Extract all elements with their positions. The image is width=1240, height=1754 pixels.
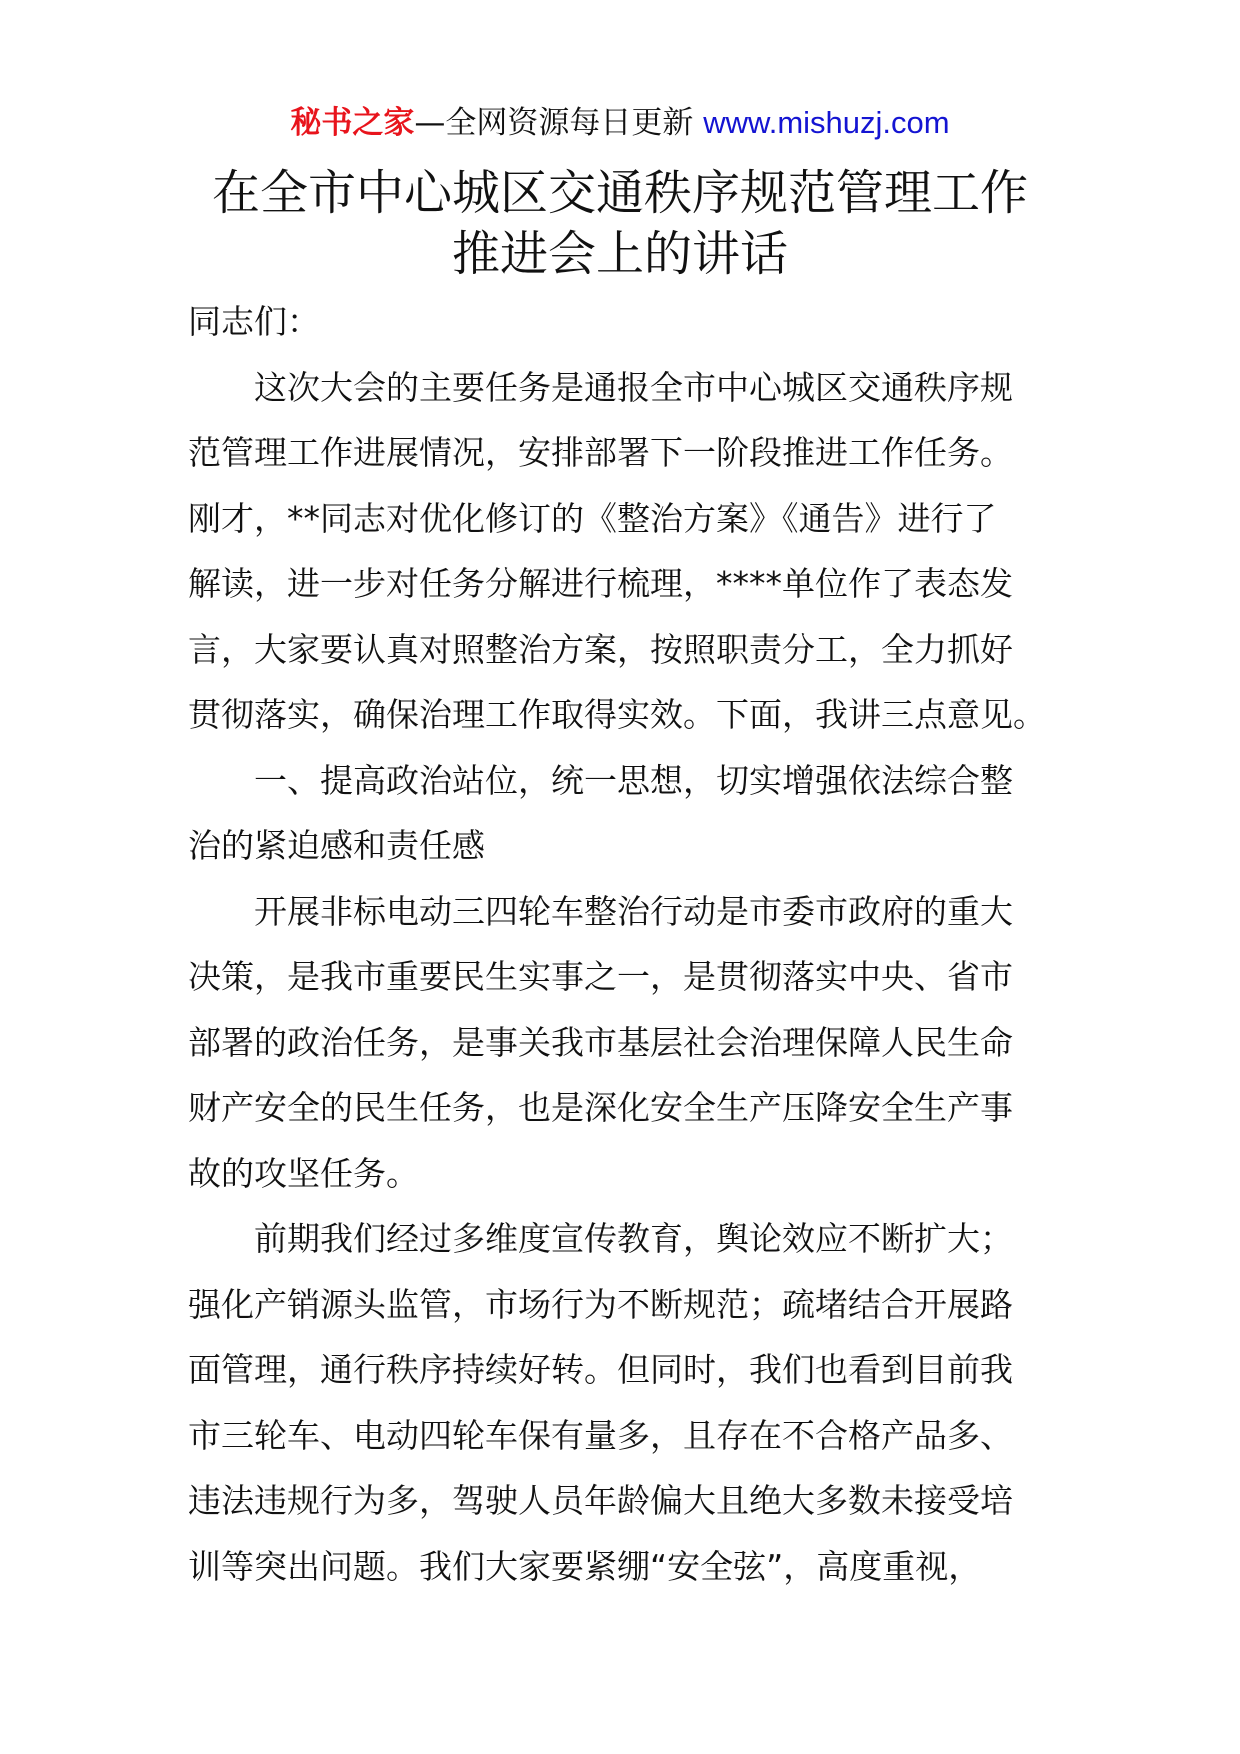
header-tagline: —全网资源每日更新 <box>414 105 704 141</box>
paragraph-line: 市三轮车、电动四轮车保有量多，且存在不合格产品多、 <box>188 1415 1013 1455</box>
paragraph-line: 这次大会的主要任务是通报全市中心城区交通秩序规 <box>254 367 1013 407</box>
site-header <box>0 100 1240 146</box>
document-title-line-1: 在全市中心城区交通秩序规范管理工作 <box>211 165 1028 221</box>
site-url-link[interactable]: www.mishuzj.com <box>703 105 950 140</box>
paragraph-line: 强化产销源头监管，市场行为不断规范；疏堵结合开展路 <box>188 1284 1013 1324</box>
brand-name: 秘书之家 <box>290 105 415 141</box>
document-title-line-2: 推进会上的讲话 <box>451 226 788 282</box>
paragraph-line: 前期我们经过多维度宣传教育，舆论效应不断扩大； <box>254 1219 1013 1258</box>
paragraph-line: 解读，进一步对任务分解进行梳理，****单位作了表态发 <box>188 564 1013 603</box>
paragraph-line: 开展非标电动三四轮车整治行动是市委市政府的重大 <box>254 891 1013 931</box>
section-heading-line: 一、提高政治站位，统一思想，切实增强依法综合整 <box>254 760 1013 800</box>
paragraph-line: 训等突出问题。我们大家要紧绷“安全弦”，高度重视， <box>188 1546 982 1586</box>
paragraph-line: 部署的政治任务，是事关我市基层社会治理保障人民生命 <box>188 1022 1013 1062</box>
paragraph-line: 面管理，通行秩序持续好转。但同时，我们也看到目前我 <box>188 1350 1013 1389</box>
paragraph-line: 刚才，**同志对优化修订的《整治方案》《通告》进行了 <box>188 498 997 538</box>
salutation: 同志们： <box>188 302 320 341</box>
document-body <box>188 297 1068 1607</box>
paragraph-line: 贯彻落实，确保治理工作取得实效。下面，我讲三点意见。 <box>188 695 1046 734</box>
paragraph-line: 财产安全的民生任务，也是深化安全生产压降安全生产事 <box>188 1088 1013 1127</box>
section-heading-line: 治的紧迫感和责任感 <box>188 826 485 865</box>
paragraph-line: 违法违规行为多，驾驶人员年龄偏大且绝大多数未接受培 <box>188 1481 1013 1520</box>
paragraph-line: 言，大家要认真对照整治方案，按照职责分工，全力抓好 <box>188 629 1013 669</box>
paragraph-line: 决策，是我市重要民生实事之一，是贯彻落实中央、省市 <box>188 957 1013 996</box>
paragraph-line: 故的攻坚任务。 <box>188 1153 419 1193</box>
paragraph-line: 范管理工作进展情况，安排部署下一阶段推进工作任务。 <box>188 433 1013 472</box>
